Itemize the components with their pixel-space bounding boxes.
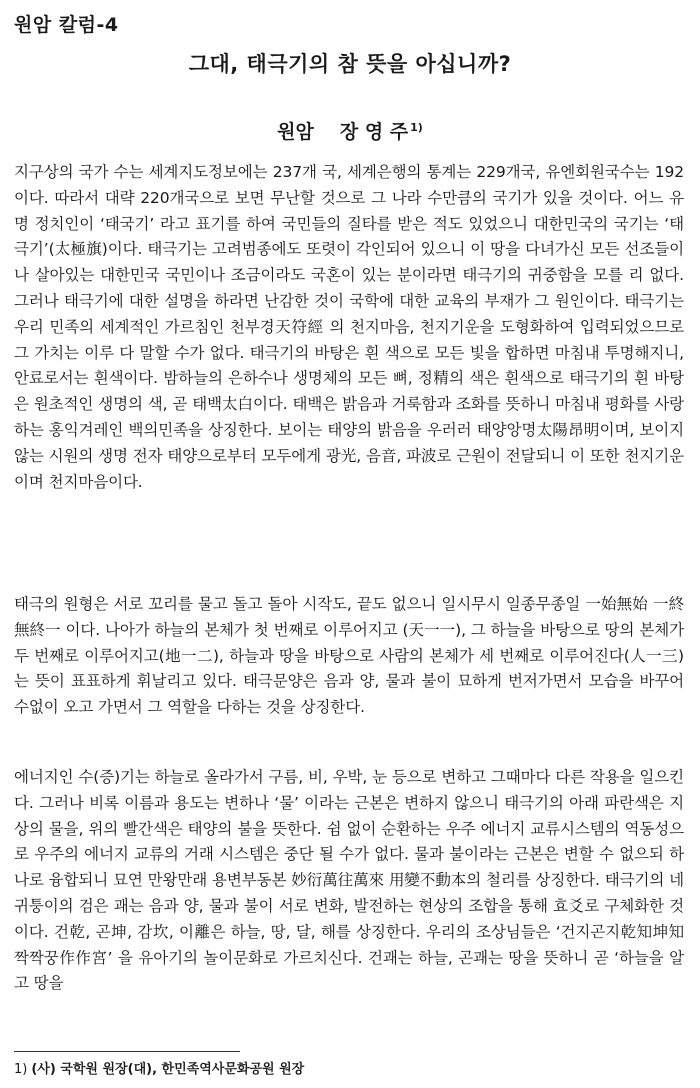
footnote-text: (사) 국학원 원장(대), 한민족역사문화공원 원장 bbox=[31, 1062, 305, 1077]
column-series-label: 원암 칼럼-4 bbox=[14, 14, 119, 36]
author-pen-name: 원암 bbox=[277, 121, 314, 143]
body-paragraph-2: 태극의 원형은 서로 꼬리를 물고 돌고 돌아 시작도, 끝도 없으니 일시무시 일종무종일 一始無始 一終無終一 이다. 나아가 하늘의 본체가 첫 번째로 이루어지고 (天一一), 그 하늘을 바탕으로 땅의 본체가 두 번째로 이루어지고(地一二), 하늘과 땅을 바탕으로 사람의 본체가 세 번째로 이루어진다(人一三)는 뜻이 표표하게 휘날리고 있다. 태극문양은 음과 양, 물과 불이 묘하게 번저가면서 모습을 바꾸어 수없이 오고 가면서 그 역할을 다하는 것을 상징한다. bbox=[14, 595, 684, 717]
footnote bbox=[14, 1058, 304, 1077]
body-paragraph-1: 지구상의 국가 수는 세계지도정보에는 237개 국, 세계은행의 통계는 229개국, 유엔회원국수는 192이다. 따라서 대략 220개국으로 보면 무난할 것으로 그 나라 수만큼의 국기가 있을 것이다. 어느 유명 정치인이 ‘태국기’ 라고 표기를 하여 국민들의 질타를 받은 적도 있었으니 대한민국의 국기는 ‘태극기’(太極旗)이다. 태극기는 고려범종에도 또렷이 각인되어 있으니 이 땅을 다녀가신 모든 선조들이나 살아있는 대한민국 국민이나 조금이라도 국혼이 있는 분이라면 태극기의 귀중함을 모를 리 없다. 그러나 태극기에 대한 설명을 하라면 난감한 것이 국학에 대한 교육의 부재가 그 원인이다. 태극기는 우리 민족의 세계적인 가르침인 천부경天符經 의 천지마음, 천지기운을 도형화하여 입력되었으므로 그 가치는 이루 다 말할 수가 없다. 태극기의 바탕은 흰 색으로 모든 빛을 합하면 마침내 투명해지니, 안료로서는 흰색이다. 밤하늘의 은하수나 생명체의 모든 뼈, 정精의 색은 흰색으로 태극기의 흰 바탕은 원초적인 생명의 색, 곧 태백太白이다. 태백은 밝음과 거룩함과 조화를 뜻하니 마침내 평화를 사랑하는 홍익겨레인 백의민족을 상징한다. 보이는 태양의 밝음을 우러러 태양앙명太陽昂明이며, 보이지 않는 시원의 생명 전자 태양으로부터 모두에게 광光, 음音, 파波로 근원이 전달되니 이 또한 천지기운이며 천지마음이다. bbox=[14, 163, 684, 491]
author-name: 장 영 주 bbox=[339, 121, 409, 143]
body-paragraph-3: 에너지인 수(증)기는 하늘로 올라가서 구름, 비, 우박, 눈 등으로 변하고 그때마다 다른 작용을 일으킨다. 그러나 비록 이름과 용도는 변하나 ‘물’ 이라는 근본은 변하지 않으니 태극기의 아래 파란색은 지상의 물을, 위의 빨간색은 태양의 불을 뜻한다. 쉼 없이 순환하는 우주 에너지 교류시스템의 역동성으로 우주의 에너지 교류의 거래 시스템은 중단 될 수가 없다. 물과 불이라는 근본은 변할 수 없으되 하나로 융합되니 묘연 만왕만래 용변부동본 妙衍萬往萬來 用變不動本의 철리를 상징한다. 태극기의 네 귀퉁이의 검은 괘는 음과 양, 물과 불이 서로 변화, 발전하는 현상의 조합을 통해 효爻로 구체화한 것이다. 건乾, 곤坤, 감坎, 이離은 하늘, 땅, 달, 해를 상징한다. 우리의 조상님들은 ‘건지곤지乾知坤知 짝짝꿍作作宮’ 을 유아기의 놀이문화로 가르치신다. 건괘는 하늘, 곤괘는 땅을 뜻하니 곧 ‘하늘을 알고 땅을 bbox=[14, 768, 684, 993]
author-line bbox=[0, 117, 700, 144]
footnote-number: 1) bbox=[14, 1062, 28, 1077]
footnote-marker: 1) bbox=[410, 120, 423, 134]
footnote-divider bbox=[14, 1051, 240, 1052]
article-title: 그대, 태극기의 참 뜻을 아십니까? bbox=[188, 52, 512, 76]
